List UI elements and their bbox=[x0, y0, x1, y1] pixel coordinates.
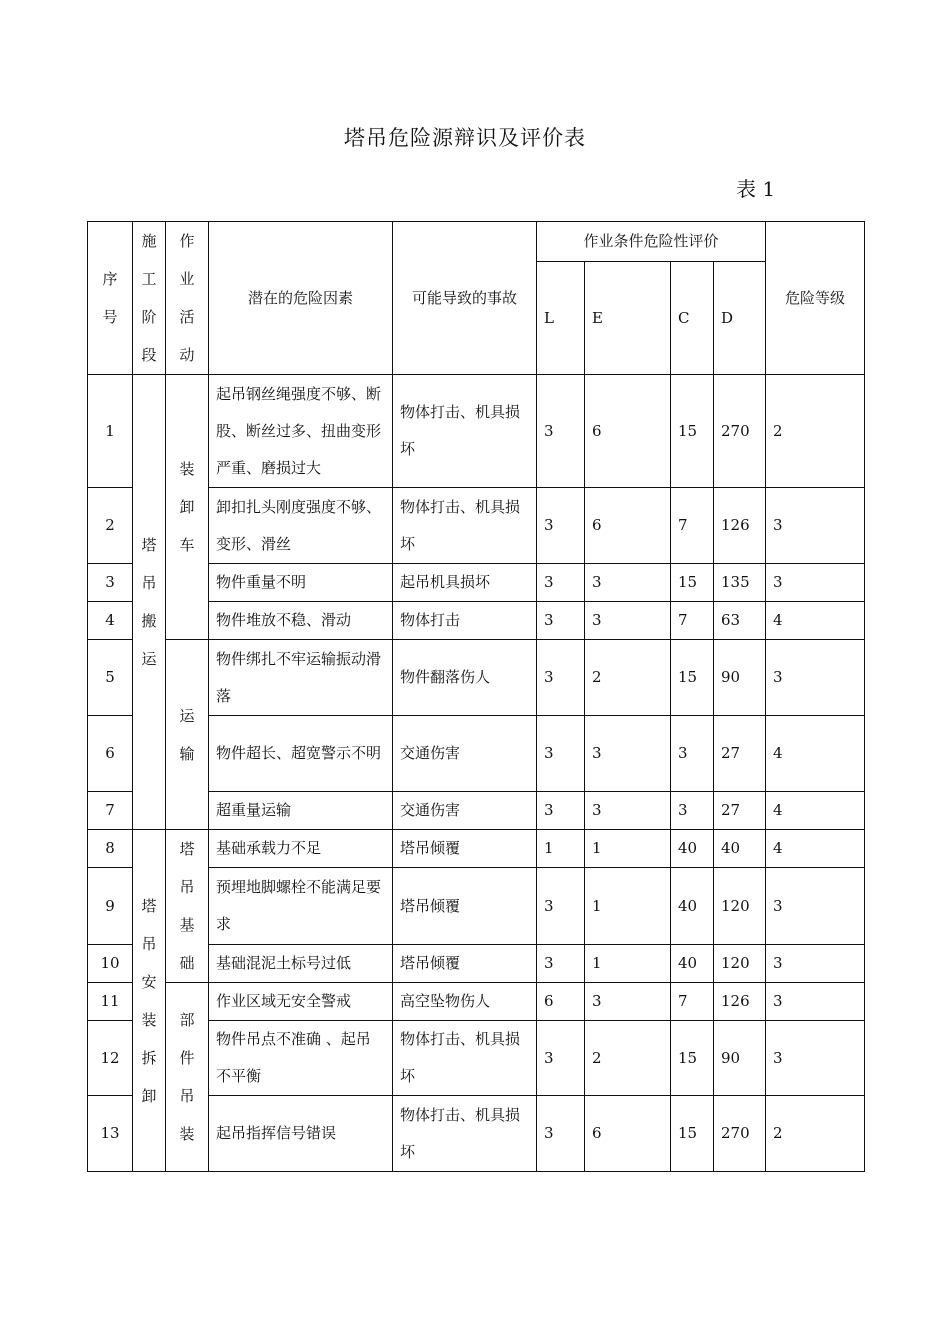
cell-L: 3 bbox=[537, 716, 585, 792]
cell-D: 120 bbox=[714, 944, 766, 982]
header-seq: 序号 bbox=[88, 222, 133, 375]
cell-no: 2 bbox=[88, 488, 133, 564]
cell-hazard: 作业区域无安全警戒 bbox=[209, 983, 393, 1021]
cell-accident: 物体打击、机具损坏 bbox=[393, 375, 537, 488]
cell-hazard: 物件超长、超宽警示不明 bbox=[209, 716, 393, 792]
cell-C: 15 bbox=[671, 1096, 714, 1172]
cell-E: 6 bbox=[585, 488, 671, 564]
table-number: 表 1 bbox=[736, 177, 776, 201]
cell-hazard: 物件吊点不准确 、起吊不平衡 bbox=[209, 1021, 393, 1096]
header-hazard: 潜在的危险因素 bbox=[209, 222, 393, 375]
cell-E: 1 bbox=[585, 868, 671, 945]
stage-cell: 塔吊安装拆卸 bbox=[133, 830, 166, 1172]
cell-L: 3 bbox=[537, 944, 585, 982]
header-accident: 可能导致的事故 bbox=[393, 222, 537, 375]
cell-no: 3 bbox=[88, 564, 133, 602]
cell-E: 3 bbox=[585, 716, 671, 792]
cell-no: 8 bbox=[88, 830, 133, 868]
cell-level: 4 bbox=[766, 716, 865, 792]
cell-C: 3 bbox=[671, 792, 714, 830]
header-activity: 作业活动 bbox=[166, 222, 209, 375]
cell-D: 120 bbox=[714, 868, 766, 945]
activity-cell: 部件吊装 bbox=[166, 983, 209, 1172]
cell-accident: 物体打击、机具损坏 bbox=[393, 1021, 537, 1096]
activity-cell: 运输 bbox=[166, 640, 209, 830]
cell-accident: 塔吊倾覆 bbox=[393, 830, 537, 868]
cell-L: 3 bbox=[537, 375, 585, 488]
cell-level: 3 bbox=[766, 1021, 865, 1096]
cell-no: 4 bbox=[88, 602, 133, 640]
cell-C: 40 bbox=[671, 944, 714, 982]
table-row bbox=[88, 830, 865, 868]
cell-level: 3 bbox=[766, 640, 865, 716]
cell-E: 3 bbox=[585, 792, 671, 830]
header-eval-group: 作业条件危险性评价 bbox=[537, 222, 766, 262]
cell-accident: 高空坠物伤人 bbox=[393, 983, 537, 1021]
cell-E: 6 bbox=[585, 375, 671, 488]
cell-C: 7 bbox=[671, 983, 714, 1021]
cell-hazard: 起吊指挥信号错误 bbox=[209, 1096, 393, 1172]
hazard-table bbox=[87, 221, 865, 1172]
cell-C: 15 bbox=[671, 640, 714, 716]
cell-C: 15 bbox=[671, 375, 714, 488]
cell-D: 40 bbox=[714, 830, 766, 868]
cell-accident: 物件翻落伤人 bbox=[393, 640, 537, 716]
cell-D: 135 bbox=[714, 564, 766, 602]
cell-E: 2 bbox=[585, 1021, 671, 1096]
document-title: 塔吊危险源辩识及评价表 bbox=[344, 126, 586, 150]
cell-L: 3 bbox=[537, 602, 585, 640]
cell-level: 3 bbox=[766, 564, 865, 602]
cell-C: 15 bbox=[671, 1021, 714, 1096]
cell-hazard: 超重量运输 bbox=[209, 792, 393, 830]
cell-accident: 起吊机具损坏 bbox=[393, 564, 537, 602]
cell-D: 27 bbox=[714, 716, 766, 792]
header-E: E bbox=[585, 261, 671, 374]
cell-D: 270 bbox=[714, 1096, 766, 1172]
cell-level: 3 bbox=[766, 983, 865, 1021]
cell-accident: 塔吊倾覆 bbox=[393, 944, 537, 982]
cell-C: 15 bbox=[671, 564, 714, 602]
cell-C: 7 bbox=[671, 602, 714, 640]
cell-accident: 物体打击、机具损坏 bbox=[393, 1096, 537, 1172]
cell-hazard: 预埋地脚螺栓不能满足要求 bbox=[209, 868, 393, 945]
cell-accident: 物体打击 bbox=[393, 602, 537, 640]
cell-level: 3 bbox=[766, 944, 865, 982]
header-stage: 施工阶段 bbox=[133, 222, 166, 375]
stage-cell: 塔吊搬运 bbox=[133, 375, 166, 830]
cell-no: 10 bbox=[88, 944, 133, 982]
cell-level: 2 bbox=[766, 375, 865, 488]
cell-level: 3 bbox=[766, 488, 865, 564]
cell-L: 3 bbox=[537, 564, 585, 602]
cell-L: 3 bbox=[537, 488, 585, 564]
cell-E: 3 bbox=[585, 564, 671, 602]
cell-E: 2 bbox=[585, 640, 671, 716]
cell-hazard: 基础混泥土标号过低 bbox=[209, 944, 393, 982]
cell-hazard: 卸扣扎头刚度强度不够、变形、滑丝 bbox=[209, 488, 393, 564]
cell-level: 3 bbox=[766, 868, 865, 945]
cell-accident: 交通伤害 bbox=[393, 792, 537, 830]
cell-C: 3 bbox=[671, 716, 714, 792]
table-row bbox=[88, 640, 865, 716]
cell-C: 40 bbox=[671, 830, 714, 868]
cell-E: 3 bbox=[585, 983, 671, 1021]
cell-no: 5 bbox=[88, 640, 133, 716]
cell-L: 3 bbox=[537, 1096, 585, 1172]
cell-no: 13 bbox=[88, 1096, 133, 1172]
header-D: D bbox=[714, 261, 766, 374]
header-C: C bbox=[671, 261, 714, 374]
cell-L: 6 bbox=[537, 983, 585, 1021]
table-row bbox=[88, 375, 865, 488]
table-row bbox=[88, 983, 865, 1021]
cell-level: 4 bbox=[766, 792, 865, 830]
cell-L: 3 bbox=[537, 868, 585, 945]
cell-E: 1 bbox=[585, 944, 671, 982]
cell-L: 3 bbox=[537, 640, 585, 716]
cell-hazard: 基础承载力不足 bbox=[209, 830, 393, 868]
cell-L: 3 bbox=[537, 792, 585, 830]
activity-cell: 装卸车 bbox=[166, 375, 209, 640]
cell-no: 12 bbox=[88, 1021, 133, 1096]
cell-D: 126 bbox=[714, 983, 766, 1021]
cell-D: 126 bbox=[714, 488, 766, 564]
cell-D: 270 bbox=[714, 375, 766, 488]
header-L: L bbox=[537, 261, 585, 374]
cell-C: 40 bbox=[671, 868, 714, 945]
cell-hazard: 物件绑扎不牢运输振动滑落 bbox=[209, 640, 393, 716]
cell-no: 9 bbox=[88, 868, 133, 945]
cell-level: 4 bbox=[766, 602, 865, 640]
cell-hazard: 起吊钢丝绳强度不够、断股、断丝过多、扭曲变形严重、磨损过大 bbox=[209, 375, 393, 488]
cell-L: 1 bbox=[537, 830, 585, 868]
cell-D: 90 bbox=[714, 640, 766, 716]
cell-accident: 交通伤害 bbox=[393, 716, 537, 792]
cell-no: 1 bbox=[88, 375, 133, 488]
cell-accident: 物体打击、机具损坏 bbox=[393, 488, 537, 564]
cell-level: 4 bbox=[766, 830, 865, 868]
cell-L: 3 bbox=[537, 1021, 585, 1096]
cell-hazard: 物件堆放不稳、滑动 bbox=[209, 602, 393, 640]
cell-no: 11 bbox=[88, 983, 133, 1021]
cell-D: 27 bbox=[714, 792, 766, 830]
cell-no: 6 bbox=[88, 716, 133, 792]
header-level: 危险等级 bbox=[766, 222, 865, 375]
cell-accident: 塔吊倾覆 bbox=[393, 868, 537, 945]
cell-D: 90 bbox=[714, 1021, 766, 1096]
cell-no: 7 bbox=[88, 792, 133, 830]
cell-C: 7 bbox=[671, 488, 714, 564]
cell-hazard: 物件重量不明 bbox=[209, 564, 393, 602]
cell-D: 63 bbox=[714, 602, 766, 640]
activity-cell: 塔吊基础 bbox=[166, 830, 209, 983]
cell-E: 6 bbox=[585, 1096, 671, 1172]
cell-E: 1 bbox=[585, 830, 671, 868]
cell-level: 2 bbox=[766, 1096, 865, 1172]
cell-E: 3 bbox=[585, 602, 671, 640]
